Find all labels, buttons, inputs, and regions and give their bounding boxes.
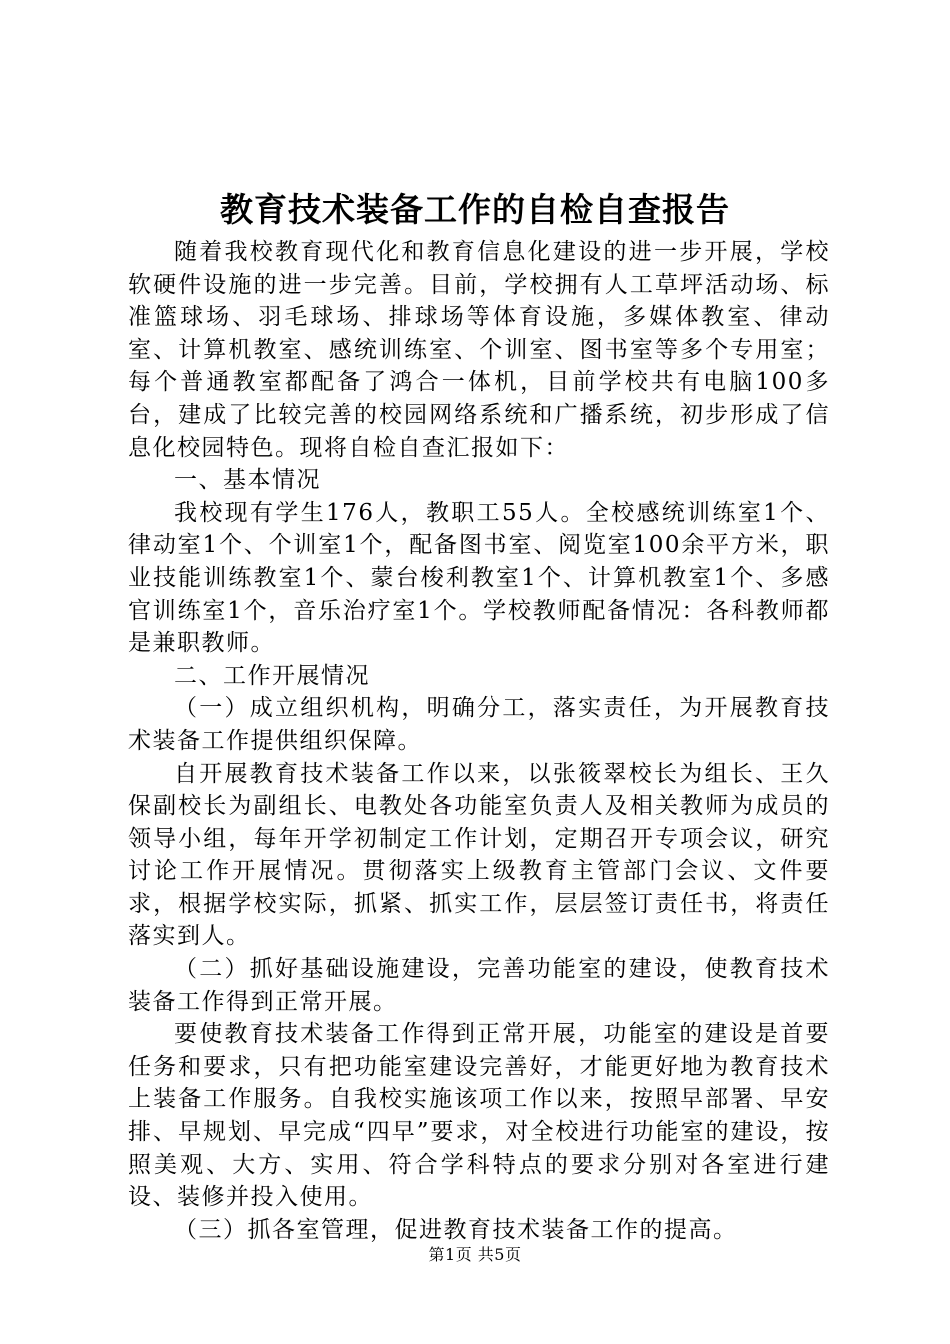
subsection-heading-3: （三）抓各室管理，促进教育技术装备工作的提高。 xyxy=(174,1216,738,1243)
page-footer: 第1页 共5页 xyxy=(428,1245,522,1264)
section-heading-basic: 一、基本情况 xyxy=(174,467,321,494)
intro-paragraph: 随着我校教育现代化和教育信息化建设的进一步开展，学校软硬件设施的进一步完善。目前，学校拥有人工草坪活动场、标准篮球场、羽毛球场、排球场等体育设施，多媒体教室、律动室、计算机教室、感统训练室、个训室、图书室等多个专用室；每个普通教室都配备了鸿合一体机，目前学校共有电脑100多台，建成了比较完善的校园网络系统和广播系统，初步形成了信息化校园特色。现将自检自查汇报如下： xyxy=(128,239,830,461)
document-body xyxy=(128,236,830,1246)
subsection-2-paragraph: 要使教育技术装备工作得到正常开展，功能室的建设是首要任务和要求，只有把功能室建设完善好，才能更好地为教育技术上装备工作服务。自我校实施该项工作以来，按照早部署、早安排、早规划、早完成“四早”要求，对全校进行功能室的建设，按照美观、大方、实用、符合学科特点的要求分别对各室进行建设、装修并投入使用。 xyxy=(128,1021,830,1211)
basic-situation-paragraph: 我校现有学生176人，教职工55人。全校感统训练室1个、律动室1个、个训室1个，配备图书室、阅览室100余平方米，职业技能训练教室1个、蒙台梭利教室1个、计算机教室1个、多感官训练室1个，音乐治疗室1个。学校教师配备情况：各科教师都是兼职教师。 xyxy=(128,499,830,657)
section-heading-work: 二、工作开展情况 xyxy=(174,662,370,689)
subsection-heading-2: （二）抓好基础设施建设，完善功能室的建设，使教育技术装备工作得到正常开展。 xyxy=(128,956,830,1015)
subsection-1-paragraph: 自开展教育技术装备工作以来，以张筱翠校长为组长、王久保副校长为副组长、电教处各功能室负责人及相关教师为成员的领导小组，每年开学初制定工作计划，定期召开专项会议，研究讨论工作开展情况。贯彻落实上级教育主管部门会议、文件要求，根据学校实际，抓紧、抓实工作，层层签订责任书，将责任落实到人。 xyxy=(128,760,830,950)
subsection-heading-1: （一）成立组织机构，明确分工，落实责任，为开展教育技术装备工作提供组织保障。 xyxy=(128,695,830,754)
document-title: 教育技术装备工作的自检自查报告 xyxy=(220,190,730,229)
